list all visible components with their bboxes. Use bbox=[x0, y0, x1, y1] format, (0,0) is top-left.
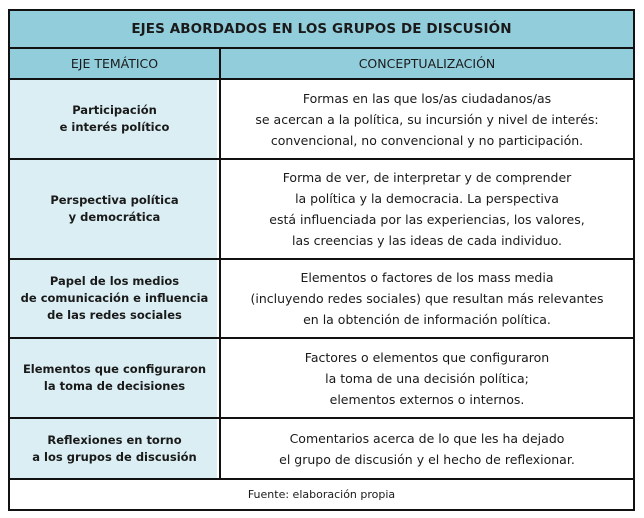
description-line: las creencias y las ideas de cada individuo. bbox=[291, 233, 562, 248]
description-line: en la obtención de información política. bbox=[303, 312, 551, 327]
axis-line: la toma de decisiones bbox=[43, 379, 186, 393]
axis-line: Papel de los medios bbox=[49, 274, 180, 288]
description-line: Factores o elementos que configuraron bbox=[304, 349, 550, 365]
description-line: Elementos o factores de los mass media bbox=[300, 270, 554, 285]
table-title-row bbox=[10, 11, 633, 49]
axis-cell bbox=[10, 160, 221, 258]
description-cell bbox=[221, 160, 633, 258]
description-line: Formas en las que los/as ciudadanos/as bbox=[302, 90, 552, 106]
axis-cell bbox=[10, 80, 221, 158]
axis-line: Participación bbox=[72, 103, 157, 117]
axis-line: Elementos que configuraron bbox=[22, 362, 207, 376]
table-row bbox=[10, 260, 633, 339]
axis-line: Perspectiva política bbox=[50, 193, 179, 207]
axis-line: a los grupos de discusión bbox=[32, 449, 197, 464]
axis-line: Reflexiones en torno bbox=[47, 432, 182, 447]
column-header-axis: EJE TEMÁTICO bbox=[10, 49, 221, 78]
description-line: el grupo de discusión y el hecho de reflexionar. bbox=[279, 451, 575, 467]
table-row bbox=[10, 160, 633, 260]
description-cell bbox=[221, 339, 633, 417]
axis-cell bbox=[10, 260, 221, 337]
axes-table bbox=[8, 9, 635, 511]
description-line: (incluyendo redes sociales) que resultan más relevantes bbox=[250, 291, 604, 306]
description-line: se acercan a la política, su incursión y nivel de interés: bbox=[255, 111, 599, 127]
axis-line: de comunicación e influencia bbox=[20, 291, 209, 305]
axis-line: y democrática bbox=[68, 210, 161, 224]
description-line: elementos externos o internos. bbox=[329, 391, 525, 407]
description-line: está influenciada por las experiencias, los valores, bbox=[269, 212, 585, 227]
table-footer-row bbox=[10, 480, 633, 509]
description-line: convencional, no convencional y no participación. bbox=[270, 132, 584, 148]
axis-line: de las redes sociales bbox=[47, 308, 182, 322]
axis-cell bbox=[10, 419, 221, 478]
description-line: la política y la democracia. La perspectiva bbox=[295, 191, 559, 206]
description-line: la toma de una decisión política; bbox=[325, 370, 529, 386]
axis-cell bbox=[10, 339, 221, 417]
description-cell bbox=[221, 80, 633, 158]
table-title: EJES ABORDADOS EN LOS GRUPOS DE DISCUSIÓN bbox=[131, 21, 512, 37]
description-line: Comentarios acerca de lo que les ha dejado bbox=[289, 430, 565, 446]
description-cell bbox=[221, 260, 633, 337]
table-row bbox=[10, 419, 633, 480]
description-cell bbox=[221, 419, 633, 478]
table-row bbox=[10, 80, 633, 160]
column-header-concept: CONCEPTUALIZACIÓN bbox=[358, 56, 496, 71]
description-line: Forma de ver, de interpretar y de comprender bbox=[282, 170, 572, 185]
axis-line: e interés político bbox=[59, 120, 170, 134]
table-row bbox=[10, 339, 633, 419]
source-note: Fuente: elaboración propia bbox=[247, 488, 396, 501]
column-header-row bbox=[10, 49, 633, 80]
